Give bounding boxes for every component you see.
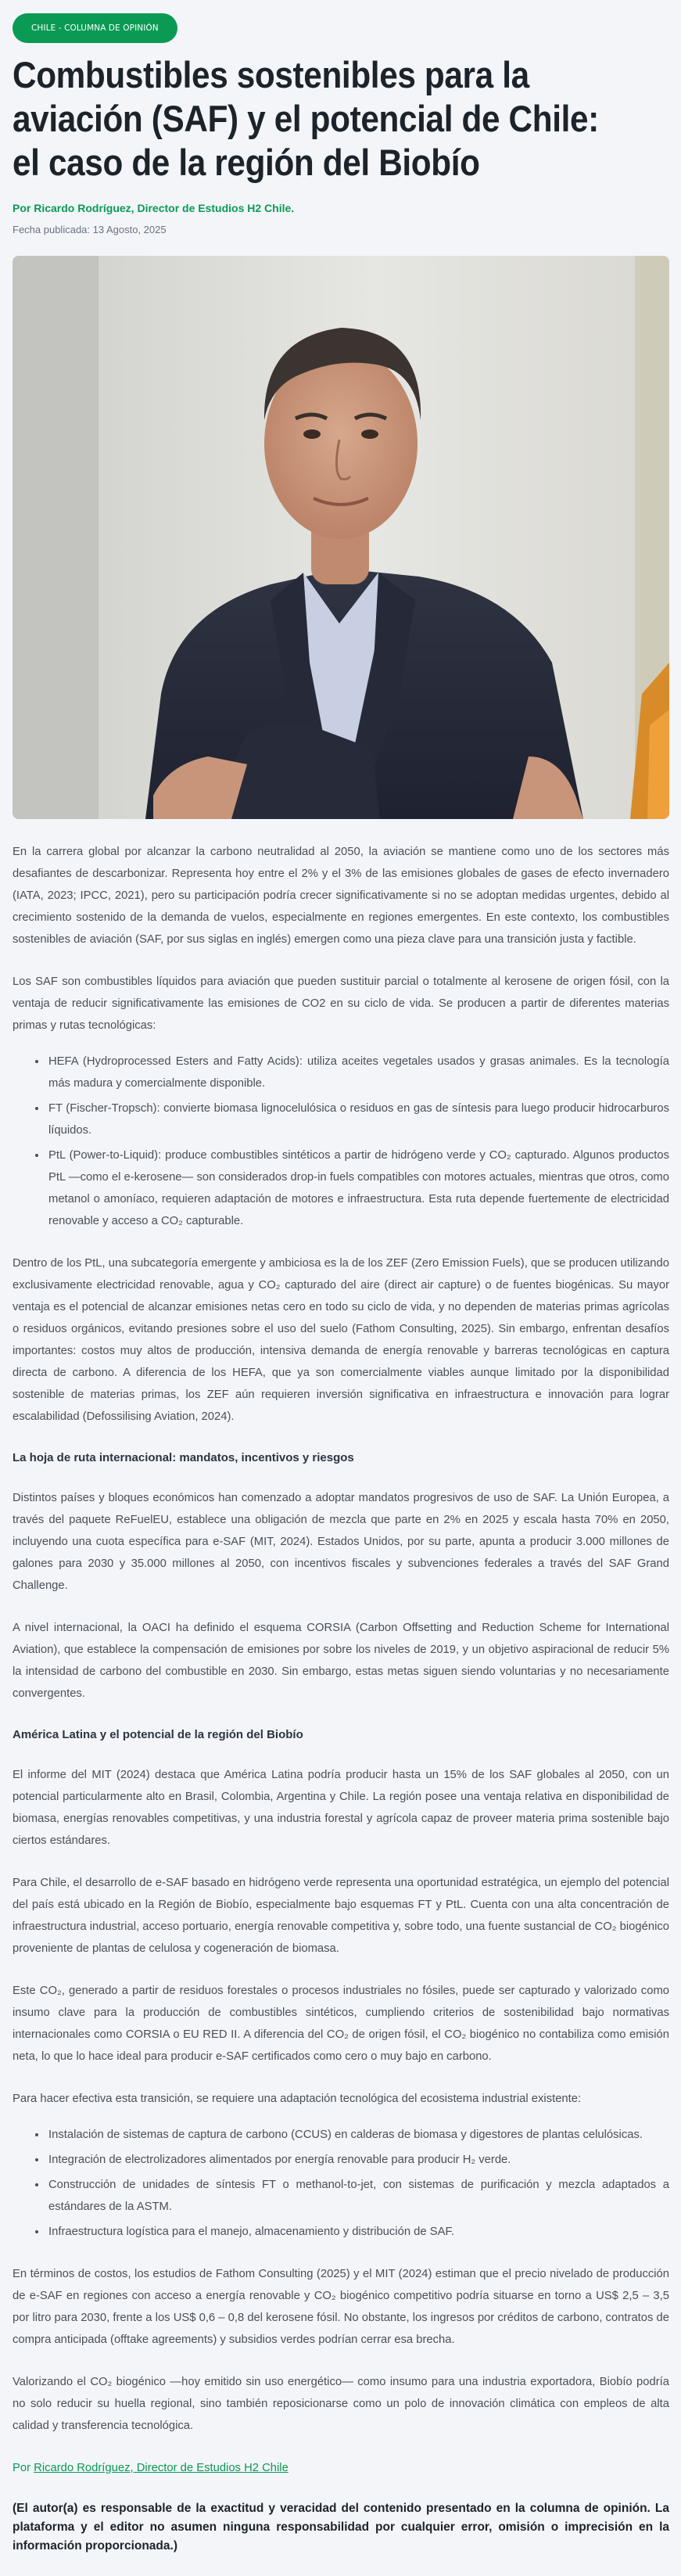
paragraph-conclusion: Valorizando el CO₂ biogénico —hoy emitido sin uso energético— como insumo para una industria exportadora, Biobío podría no solo reducir su huella regional, sino también reposicionarse como un polo de innovación climática con empleos de alta calidad y transferencia tecnológica. <box>13 2376 669 2432</box>
paragraph-zef: Dentro de los PtL, una subcategoría emergente y ambiciosa es la de los ZEF (Zero Emission Fuels), que se producen utilizando exclusivamente electricidad renovable, agua y CO₂ capturado del aire (direct air capture) o de fuentes biogénicas. Su mayor ventaja es el potencial de alcanzar emisiones netas cero en todo su ciclo de vida, y no dependen de materias primas agrícolas o residuos orgánicos, evitando presiones sobre el uso del suelo (Fathom Consulting, 2025). Sin embargo, enfrentan desafíos importantes: costos muy altos de producción, intensiva demanda de energía renovable y barreras tecnológicas en captura directa de carbono. A diferencia de los HEFA, que ya son comercialmente viables aunque limitado por la disponibilidad sostenible de materias primas, los ZEF aún requieren inversión significativa en infraestructura e innovación para lograr escalabilidad (Defossilising Aviation, 2024). <box>13 1257 669 1423</box>
list-item: • Construcción de unidades de síntesis FT o methanol-to-jet, con sistemas de purificación y mezcla adaptados a estándares de la ASTM. <box>47 2174 669 2218</box>
list-item: • HEFA (Hydroprocessed Esters and Fatty Acids): utiliza aceites vegetales usados y grasas animales. Es la tecnología más madura y comercialmente disponible. <box>47 1051 669 1094</box>
signature <box>13 2457 669 2479</box>
list-item: • PtL (Power-to-Liquid): produce combustibles sintéticos a partir de hidrógeno verde y CO₂ capturado. Algunos productos PtL —como el e-kerosene— son considerados drop-in fuels compatibles con motores actuales, mientras que otros, como metanol o amoníaco, requieren adaptación de motores e infraestructura. Esta ruta depende fuertemente de electricidad renovable y acceso a CO₂ capturable. <box>47 1144 669 1232</box>
author-photo <box>13 256 669 819</box>
list-item: • Infraestructura logística para el manejo, almacenamiento y distribución de SAF. <box>47 2221 669 2243</box>
disclaimer: (El autor(a) es responsable de la exactitud y veracidad del contenido presentado en la columna de opinión. La plataforma y el editor no asumen ninguna responsabilidad por cualquier error, omisión o imprecisión en la información proporcionada.) <box>13 2502 669 2553</box>
article-title: Combustibles sostenibles para la aviación (SAF) y el potencial de Chile: el caso de la región del Biobío <box>13 54 599 183</box>
paragraph-mandates: Distintos países y bloques económicos han comenzado a adoptar mandatos progresivos de uso de SAF. La Unión Europea, a través del paquete ReFuelEU, establece una obligación de mezcla que parte en 2% en 2025 y escala hasta 70% en 2050, incluyendo una cuota específica para e-SAF (MIT, 2024). Estados Unidos, por su parte, apunta a producir 3.000 millones de galones para 2030 y 35.000 millones al 2050, con incentivos fiscales y subvenciones federales a través del SAF Grand Challenge. <box>13 1492 669 1592</box>
signature-prefix: Por <box>13 2462 34 2474</box>
paragraph-corsia: A nivel internacional, la OACI ha definido el esquema CORSIA (Carbon Offsetting and Reduction Scheme for International Aviation), que establece la compensación de emisiones por sobre los niveles de 2019, y un objetivo aspiracional de reducir 5% la intensidad de carbono del combustible en 2030. Sin embargo, estas metas siguen siendo voluntarias y no necesariamente convergentes. <box>13 1622 669 1700</box>
article-body <box>13 841 669 2576</box>
section-heading-latam: América Latina y el potencial de la región del Biobío <box>13 1728 303 1741</box>
author-link[interactable]: Ricardo Rodríguez, Director de Estudios H2 Chile <box>34 2462 289 2474</box>
list-item: • Integración de electrolizadores alimentados por energía renovable para producir H₂ verde. <box>47 2149 669 2171</box>
technology-routes-list <box>13 1051 669 1232</box>
list-item: • Instalación de sistemas de captura de carbono (CCUS) en calderas de biomasa y digestores de plantas celulósicas. <box>47 2124 669 2146</box>
paragraph-chile-biobio: Para Chile, el desarrollo de e-SAF basado en hidrógeno verde representa una oportunidad estratégica, un ejemplo del potencial del país está ubicado en la Región de Biobío, especialmente bajo esquemas FT y PtL. Cuenta con una alta concentración de infraestructura industrial, acceso portuario, energía renovable competitiva y, sobre todo, una fuente sustancial de CO₂ biogénico proveniente de plantas de celulosa y cogeneración de biomasa. <box>13 1877 669 1955</box>
paragraph-biogenic-co2: Este CO₂, generado a partir de residuos forestales o procesos industriales no fósiles, puede ser capturado y valorizado como insumo clave para la producción de combustibles sintéticos, cumpliendo criterios de sostenibilidad bajo normativas internacionales como CORSIA o EU RED II. A diferencia del CO₂ de origen fósil, el CO₂ biogénico no contabiliza como emisión neta, lo que lo hace ideal para producir e-SAF certificados como cero o muy bajo en carbono. <box>13 1985 669 2063</box>
publish-date: Fecha publicada: 13 Agosto, 2025 <box>13 224 167 235</box>
adaptation-list <box>13 2124 669 2243</box>
paragraph-intro: En la carrera global por alcanzar la carbono neutralidad al 2050, la aviación se mantiene como uno de los sectores más desafiantes de descarbonizar. Representa hoy entre el 2% y el 3% de las emisiones globales de gases de efecto invernadero (IATA, 2023; IPCC, 2021), pero su participación podría crecer significativamente si no se adoptan medidas urgentes, debido al crecimiento sostenido de la demanda de vuelos, especialmente en regiones emergentes. En este contexto, los combustibles sostenibles de aviación (SAF, por sus siglas en inglés) emergen como una pieza clave para una transición justa y factible. <box>13 846 669 946</box>
paragraph-saf-definition: Los SAF son combustibles líquidos para aviación que pueden sustituir parcial o totalmente al kerosene de origen fósil, con la ventaja de reducir significativamente las emisiones de CO2 en su ciclo de vida. Se producen a partir de diferentes materias primas y rutas tecnológicas: <box>13 975 669 1032</box>
author-line: Por Ricardo Rodríguez, Director de Estudios H2 Chile. <box>13 202 295 214</box>
paragraph-transition: Para hacer efectiva esta transición, se requiere una adaptación tecnológica del ecosistema industrial existente: <box>13 2093 582 2105</box>
paragraph-costs: En términos de costos, los estudios de Fathom Consulting (2025) y el MIT (2024) estiman que el precio nivelado de producción de e-SAF en regiones con acceso a energía renovable y CO₂ biogénico competitivo podría situarse en torno a US$ 2,5 – 3,5 por litro para 2030, frente a los US$ 0,6 – 0,8 del kerosene fósil. No obstante, los ingresos por créditos de carbono, contratos de compra anticipada (offtake agreements) y subsidios verdes podrían cerrar esa brecha. <box>13 2268 669 2346</box>
list-item: • FT (Fischer-Tropsch): convierte biomasa lignocelulósica o residuos en gas de síntesis para luego producir hidrocarburos líquidos. <box>47 1098 669 1141</box>
paragraph-mit-report: El informe del MIT (2024) destaca que América Latina podría producir hasta un 15% de los SAF globales al 2050, con un potencial particularmente alto en Brasil, Colombia, Argentina y Chile. La región posee una ventaja relativa en disponibilidad de biomasa, energías renovables competitivas, y una industria forestal y agrícola capaz de proveer materia prima sostenible bajo ciertos estándares. <box>13 1769 669 1847</box>
section-heading-roadmap: La hoja de ruta internacional: mandatos, incentivos y riesgos <box>13 1451 354 1464</box>
author-portrait-illustration <box>13 256 669 819</box>
category-badge[interactable]: CHILE - COLUMNA DE OPINIÓN <box>13 13 177 43</box>
